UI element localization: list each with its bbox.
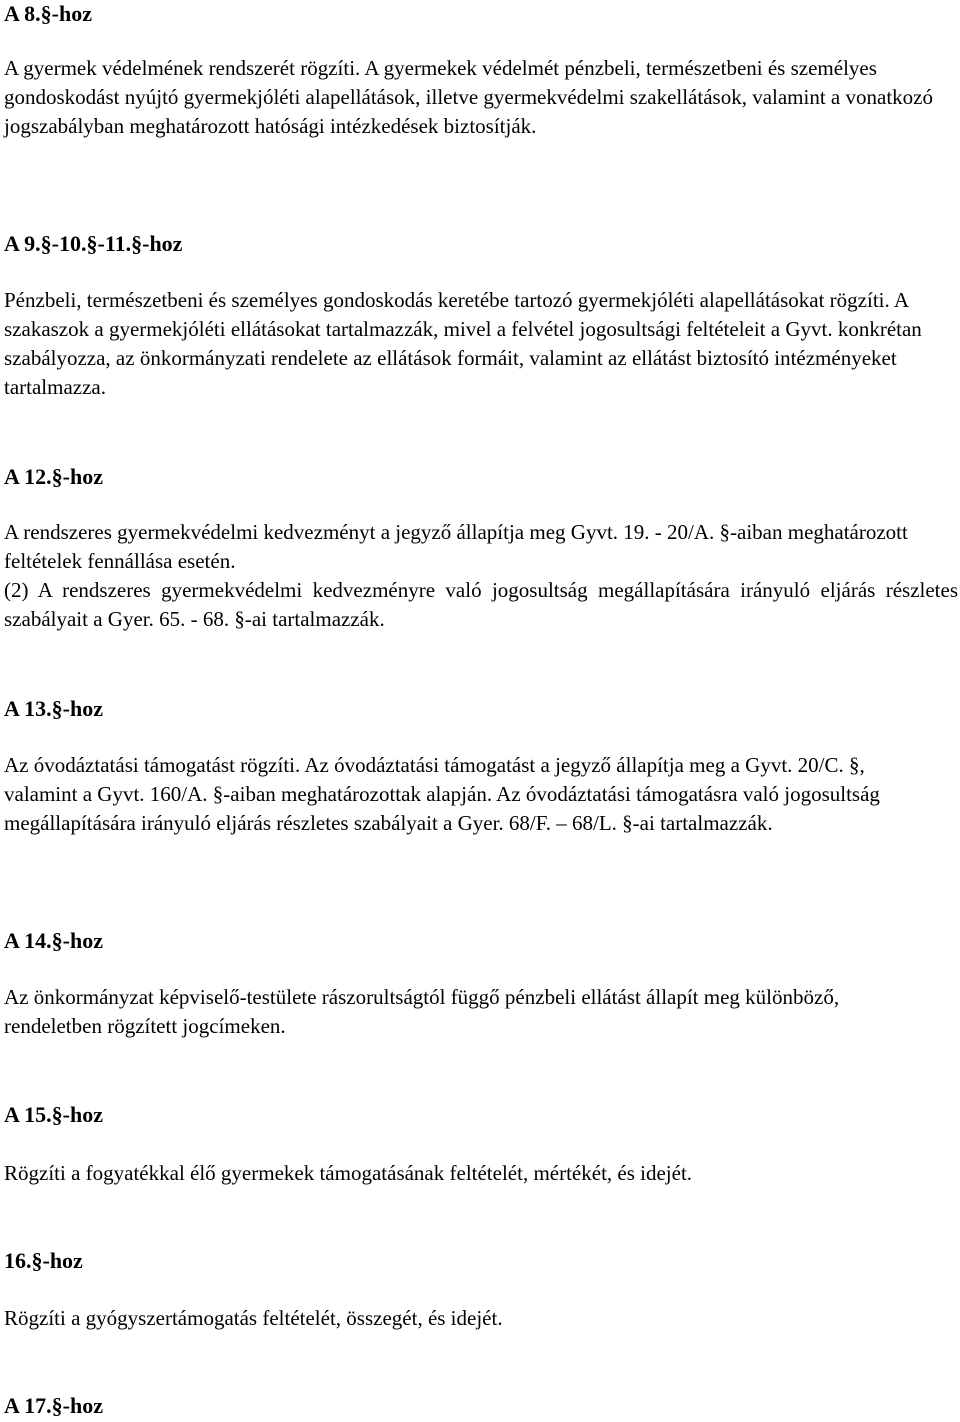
section-13-paragraph: Az óvodáztatási támogatást rögzíti. Az óvodáztatási támogatást a jegyző állapítja meg a Gyvt. 20/C. §, valamint a Gyvt. 160/A. §-aiban meghatározottak alapján. Az óvodáztatási támogatásra való jogosultság megállapítására irányuló eljárás részletes szabályait a Gyer. 68/F. – 68/L. §-ai tartalmazzák. — [4, 753, 880, 835]
section-8-paragraph: A gyermek védelmének rendszerét rögzíti. A gyermekek védelmét pénzbeli, természetbeni és személyes gondoskodást nyújtó gyermekjóléti alapellátások, illetve gyermekvédelmi szakellátások, valamint a vonatkozó jogszabályban meghatározott hatósági intézkedések biztosítják. — [4, 56, 933, 138]
section-12-heading: A 12.§-hoz — [4, 464, 103, 489]
section-16-paragraph: Rögzíti a gyógyszertámogatás feltételét, összegét, és idejét. — [4, 1306, 503, 1330]
section-9-11-paragraph: Pénzbeli, természetbeni és személyes gondoskodás keretébe tartozó gyermekjóléti alapellátásokat rögzíti. A szakaszok a gyermekjóléti ellátásokat tartalmazzák, mivel a felvétel jogosultsági feltételeit a Gyvt. konkrétan szabályozza, az önkormányzati rendelete az ellátások formáit, valamint az ellátást biztosító intézményeket tartalmazza. — [4, 288, 922, 399]
section-17-heading: A 17.§-hoz — [4, 1393, 103, 1418]
section-9-11-heading: A 9.§-10.§-11.§-hoz — [4, 231, 183, 256]
section-16-heading: 16.§-hoz — [4, 1248, 83, 1273]
section-12-paragraph-2: (2) A rendszeres gyermekvédelmi kedvezményre való jogosultság megállapítására irányuló eljárás részletes szabályait a Gyer. 65. - 68. §-ai tartalmazzák. — [4, 578, 958, 631]
section-8-heading: A 8.§-hoz — [4, 1, 92, 26]
section-14-paragraph: Az önkormányzat képviselő-testülete rászorultságtól függő pénzbeli ellátást állapít meg különböző, rendeletben rögzített jogcímeken. — [4, 985, 840, 1038]
section-13-heading: A 13.§-hoz — [4, 696, 103, 721]
section-15-heading: A 15.§-hoz — [4, 1102, 103, 1127]
section-15-paragraph: Rögzíti a fogyatékkal élő gyermekek támogatásának feltételét, mértékét, és idejét. — [4, 1161, 693, 1185]
section-12-paragraph-1: A rendszeres gyermekvédelmi kedvezményt a jegyző állapítja meg Gyvt. 19. - 20/A. §-aiban meghatározott feltételek fennállása esetén. — [4, 520, 908, 573]
section-14-heading: A 14.§-hoz — [4, 928, 103, 953]
